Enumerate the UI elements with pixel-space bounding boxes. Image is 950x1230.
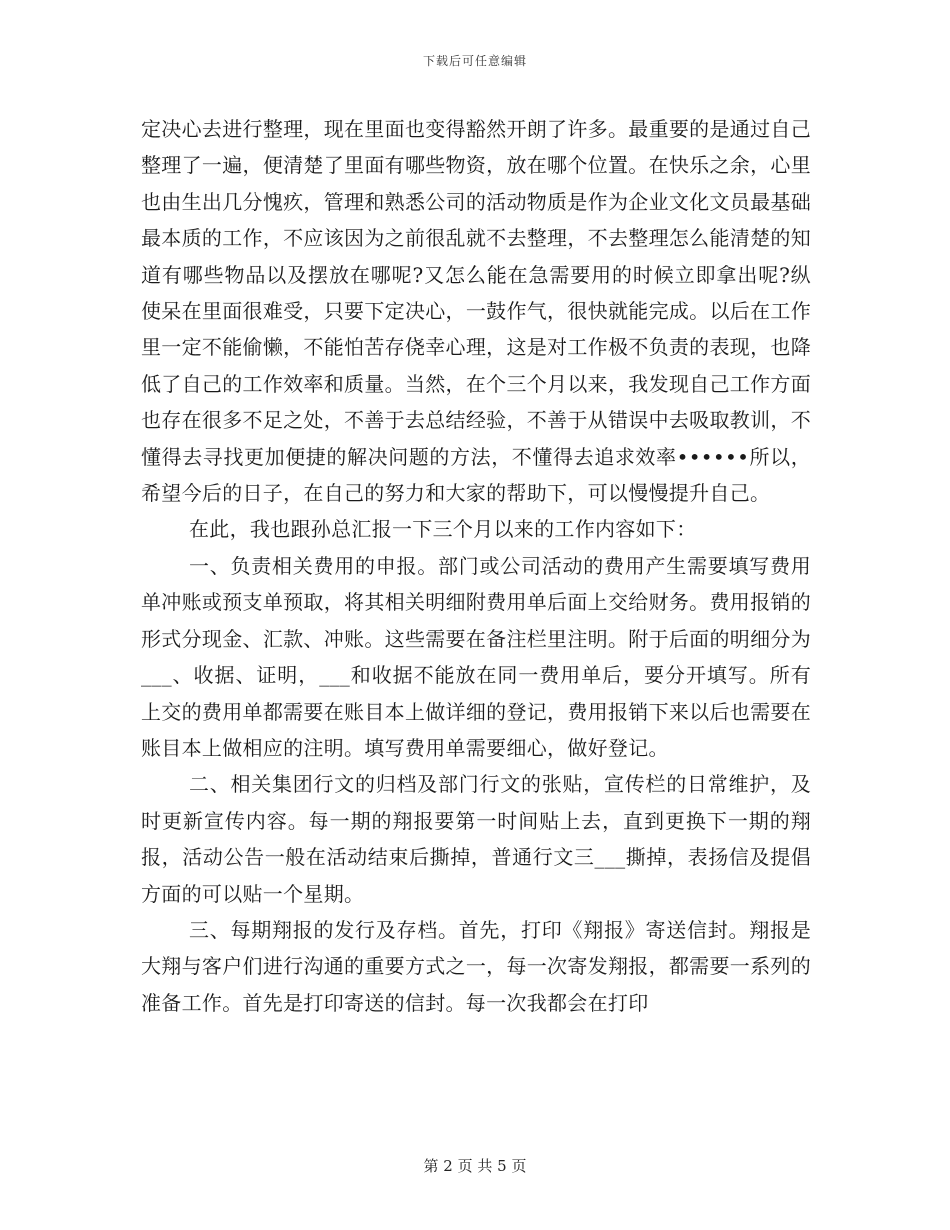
- document-body: [141, 111, 811, 1021]
- paragraph-5: 三、每期翔报的发行及存档。首先，打印《翔报》寄送信封。翔报是大翔与客户们进行沟通的重要方式之一，每一次寄发翔报，都需要一系列的准备工作。首先是打印寄送的信封。每一次我都会在打印: [141, 917, 811, 1015]
- paragraph-3: 一、负责相关费用的申报。部门或公司活动的费用产生需要填写费用单冲账或预支单预取，将其相关明细附费用单后面上交给财务。费用报销的形式分现金、汇款、冲账。这些需要在备注栏里注明。附于后面的明细分为___、收据、证明，___和收据不能放在同一费用单后，要分开填写。所有上交的费用单都需要在账目本上做详细的登记，费用报销下来以后也需要在账目本上做相应的注明。填写费用单需要细心，做好登记。: [141, 553, 811, 760]
- paragraph-1: 定决心去进行整理，现在里面也变得豁然开朗了许多。最重要的是通过自己整理了一遍，便清楚了里面有哪些物资，放在哪个位置。在快乐之余，心里也由生出几分愧疚，管理和熟悉公司的活动物质是作为企业文化文员最基础最本质的工作，不应该因为之前很乱就不去整理，不去整理怎么能清楚的知道有哪些物品以及摆放在哪呢?又怎么能在急需要用的时候立即拿出呢?纵使呆在里面很难受，只要下定决心，一鼓作气，很快就能完成。以后在工作里一定不能偷懒，不能怕苦存侥幸心理，这是对工作极不负责的表现，也降低了自己的工作效率和质量。当然，在个三个月以来，我发现自己工作方面也存在很多不足之处，不善于去总结经验，不善于从错误中去吸取教训，不懂得去寻找更加便捷的解决问题的方法，不懂得去追求效率••••••所以，希望今后的日子，在自己的努力和大家的帮助下，可以慢慢提升自己。: [141, 117, 811, 506]
- paragraph-4: 二、相关集团行文的归档及部门行文的张贴，宣传栏的日常维护，及时更新宣传内容。每一期的翔报要第一时间贴上去，直到更换下一期的翔报，活动公告一般在活动结束后撕掉，普通行文三___撕掉，表扬信及提倡方面的可以贴一个星期。: [141, 772, 811, 906]
- page-header-note: 下载后可任意编辑: [422, 54, 527, 68]
- paragraph-2: 在此，我也跟孙总汇报一下三个月以来的工作内容如下：: [189, 517, 697, 542]
- page-number: 第 2 页 共 5 页: [423, 1157, 527, 1175]
